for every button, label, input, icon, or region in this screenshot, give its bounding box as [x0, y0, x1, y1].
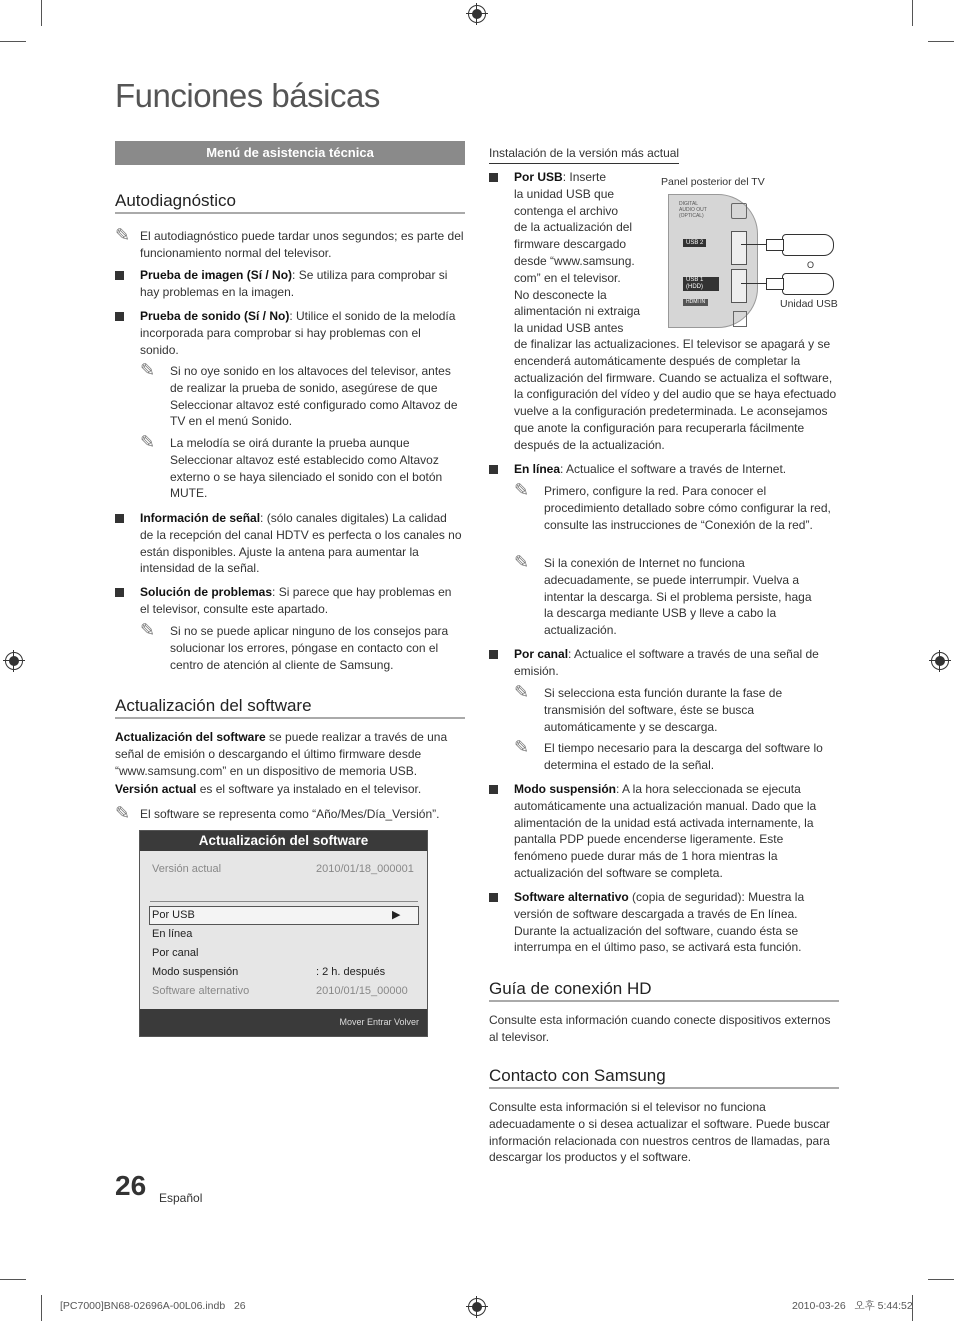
- osd-footer-text: Mover Entrar Volver: [339, 1017, 419, 1027]
- item-text: firmware descargado: [514, 237, 627, 252]
- note-text: Si la conexión de Internet no funciona adecuadamente, se puede interrumpir. Vuelva a intentar la descarga. Si el problema persiste, haga la descarga mediante USB y lleve a cabo la actualización.: [544, 556, 812, 638]
- usb-port-icon: [731, 269, 747, 303]
- item-text: : Actualice el software a través de Internet.: [560, 462, 787, 476]
- footer-date: 2010-03-26 오후 5:44:52: [792, 1300, 913, 1312]
- item-text: la unidad USB antes: [514, 321, 624, 336]
- or-label: O: [807, 260, 815, 270]
- item-text: desde “www.samsung.: [514, 253, 635, 268]
- bullet-square-icon: [489, 785, 498, 794]
- note-text: Si no se puede aplicar ninguno de los consejos para solucionar los errores, póngase en contacto con el centro de atención al cliente de Samsung.: [170, 624, 449, 672]
- item-text: : Se utiliza para comprobar si hay problemas en la imagen.: [140, 268, 448, 299]
- port-usb2-label: USB 2: [683, 239, 706, 247]
- item-text: : Actualice el software a través de una señal de emisión.: [514, 647, 819, 678]
- note-pencil-icon: ✎: [140, 360, 156, 380]
- osd-item-label: Por USB: [152, 909, 195, 921]
- crop-mark: [928, 1279, 954, 1280]
- item-term: Solución de problemas: [140, 585, 273, 599]
- item-term: Software alternativo: [514, 890, 629, 904]
- paragraph: [115, 729, 460, 779]
- crop-mark: [41, 0, 42, 26]
- note-text: El software se representa como “Año/Mes/Día_Versión”.: [140, 807, 440, 821]
- paragraph: de finalizar las actualizaciones. El televisor se apagará y se encenderá automáticamente después de completar la actualización del firmware. Cuando se actualiza el software, la configuración del vídeo y del audio que se haya efectuado vuelve a la configuración predeterminada. Le aconsejamos que anote la configuración para recuperarla fácilmente después de la actualización.: [514, 337, 837, 452]
- term: Versión actual: [115, 782, 197, 796]
- registration-mark-icon: [468, 5, 486, 23]
- item-term: Modo suspensión: [514, 782, 616, 796]
- paragraph: Consulte esta información cuando conecte dispositivos externos al televisor.: [489, 1013, 831, 1044]
- note-text: Si selecciona esta función durante la fase de transmisión del software, éste se busca automáticamente y se descarga.: [544, 686, 783, 734]
- note-pencil-icon: ✎: [514, 552, 530, 572]
- software-update-osd: [139, 830, 428, 1037]
- heading-guia-conexion-hd: Guía de conexión HD: [489, 981, 839, 1002]
- item-text: alimentación ni extraiga: [514, 304, 641, 319]
- note-pencil-icon: ✎: [514, 737, 530, 757]
- item-term: Prueba de imagen (Sí / No): [140, 268, 293, 282]
- note-text: El autodiagnóstico puede tardar unos segundos; es parte del funcionamiento normal del televisor.: [140, 229, 464, 260]
- item-text: No desconecte la: [514, 287, 607, 302]
- note-pencil-icon: ✎: [140, 620, 156, 640]
- osd-footer: [140, 1009, 427, 1036]
- panel-label: Panel posterior del TV: [661, 176, 765, 188]
- port-hdmi-label: HDMI IN: [683, 299, 708, 306]
- item-text: : A la hora seleccionada se ejecuta automáticamente una actualización manual. Dado que la alimentación de la unidad está activada internamente, la pantalla PDP puede encenderse ligeramente. Este fenómeno puede durar más de 1 hora mientras la actualización del software se completa.: [514, 782, 817, 880]
- heading-contacto-samsung: Contacto con Samsung: [489, 1068, 839, 1089]
- item-term: Prueba de sonido (Sí / No): [140, 309, 290, 323]
- item-text: : Utilice el sonido de la melodía incorporada para comprobar si hay problemas con el sonido.: [140, 309, 456, 357]
- note-pencil-icon: ✎: [514, 682, 530, 702]
- osd-current-label: Versión actual: [152, 863, 222, 875]
- osd-item-software-alternativo: Software alternativo: [152, 985, 250, 997]
- note-text: Si no oye sonido en los altavoces del televisor, antes de realizar la prueba de sonido, asegúrese de que Seleccionar altavoz esté configurado como Altavoz de TV en el menú Sonido.: [170, 364, 458, 429]
- osd-item-por-canal[interactable]: Por canal: [152, 947, 199, 959]
- osd-item-en-linea[interactable]: En línea: [152, 928, 193, 940]
- port-usb1-label: USB 1 (HDD): [683, 277, 719, 291]
- menu-section-bar: Menú de asistencia técnica: [115, 141, 465, 165]
- footer-file: [PC7000]BN68-02696A-00L06.indb 26: [60, 1300, 246, 1312]
- item-text: contenga el archivo: [514, 203, 619, 218]
- hdmi-port-icon: [733, 311, 747, 327]
- heading-autodiagnostico: Autodiagnóstico: [115, 193, 465, 214]
- note-text: La melodía se oirá durante la prueba aunque Seleccionar altavoz esté establecido como Altavoz externo o se haya silenciado el sonido con el botón MUTE.: [170, 436, 443, 501]
- page-number: 26: [115, 1170, 147, 1201]
- bullet-square-icon: [489, 893, 498, 902]
- note-text: Primero, configure la red. Para conocer el procedimiento detallado sobre cómo configurar la red, consulte las instrucciones de “Conexión de la red”.: [544, 484, 831, 532]
- crop-mark: [41, 1295, 42, 1321]
- crop-mark: [0, 41, 26, 42]
- osd-alt-value: 2010/01/15_00000: [316, 985, 408, 997]
- osd-item-modo-suspension[interactable]: Modo suspensión: [152, 966, 239, 978]
- optical-port-icon: [731, 203, 747, 219]
- item-text: : Inserte: [562, 170, 607, 184]
- usb-stick-icon: [782, 273, 834, 295]
- usb-unit-label: Unidad USB: [780, 298, 838, 310]
- install-heading: Instalación de la versión más actual: [489, 145, 679, 164]
- item-term: Por canal: [514, 647, 569, 661]
- registration-mark-icon: [468, 1298, 486, 1316]
- paragraph: Consulte esta información si el televisor no funciona adecuadamente o si desea actualizar el software. Puede buscar información relacionada con nuestros centros de llamadas, para descargar los productos y el software.: [489, 1100, 830, 1165]
- item-text: com” en el televisor.: [514, 270, 621, 285]
- note-pencil-icon: ✎: [115, 803, 131, 823]
- port-optical-label: DIGITAL AUDIO OUT (OPTICAL): [679, 201, 707, 219]
- bullet-square-icon: [115, 588, 124, 597]
- tv-rear-panel: [668, 194, 758, 328]
- crop-mark: [928, 41, 954, 42]
- text: se puede realizar a través de una señal de emisión o descargando el último firmware desde “www.samsung.com” en un dispositivo de memoria USB.: [115, 730, 448, 778]
- usb-connector: [766, 278, 784, 290]
- item-text: la unidad USB que: [514, 186, 615, 201]
- registration-mark-icon: [931, 652, 949, 670]
- term: Actualización del software: [115, 730, 266, 744]
- bullet-square-icon: [115, 271, 124, 280]
- page-title: Funciones básicas: [115, 77, 380, 114]
- item-text: : (sólo canales digitales) La calidad de la recepción del canal HDTV es perfecta o los canales no están disponibles. Ajuste la antena para aumentar la intensidad de la señal.: [140, 511, 462, 576]
- osd-header: Actualización del software: [140, 831, 427, 851]
- item-term: En línea: [514, 462, 561, 476]
- language-label: Español: [159, 1191, 203, 1205]
- crop-mark: [912, 0, 913, 26]
- bullet-square-icon: [489, 173, 498, 182]
- osd-current-value: 2010/01/18_000001: [316, 863, 414, 875]
- crop-mark: [0, 1279, 26, 1280]
- note-pencil-icon: ✎: [140, 432, 156, 452]
- bullet-square-icon: [489, 650, 498, 659]
- connector-line: [741, 283, 766, 284]
- usb-connector: [766, 239, 784, 251]
- text: es el software ya instalado en el televisor.: [196, 782, 422, 796]
- item-text: de la actualización del: [514, 220, 633, 235]
- connector-line: [741, 244, 766, 245]
- note-text: El tiempo necesario para la descarga del software lo determina el estado de la señal.: [544, 741, 823, 772]
- item-text: : Si parece que hay problemas en el televisor, consulte este apartado.: [140, 585, 452, 616]
- heading-actualizacion-software: Actualización del software: [115, 698, 465, 719]
- bullet-square-icon: [115, 312, 124, 321]
- note-pencil-icon: ✎: [115, 225, 131, 245]
- bullet-square-icon: [115, 514, 124, 523]
- usb-port-icon: [731, 231, 747, 265]
- registration-mark-icon: [5, 652, 23, 670]
- usb-stick-icon: [782, 234, 834, 256]
- note-pencil-icon: ✎: [514, 480, 530, 500]
- item-term: Por USB: [514, 170, 563, 184]
- osd-standby-value: : 2 h. después: [316, 966, 386, 978]
- item-text: (copia de seguridad): Muestra la versión de software descargada a través de En línea. Durante la actualización del software, cuando ésta se interrumpa en el último paso, se activará esta función.: [514, 890, 805, 955]
- bullet-square-icon: [489, 465, 498, 474]
- paragraph: [115, 781, 460, 798]
- item-term: Información de señal: [140, 511, 261, 525]
- arrow-right-icon: ▶: [392, 909, 401, 921]
